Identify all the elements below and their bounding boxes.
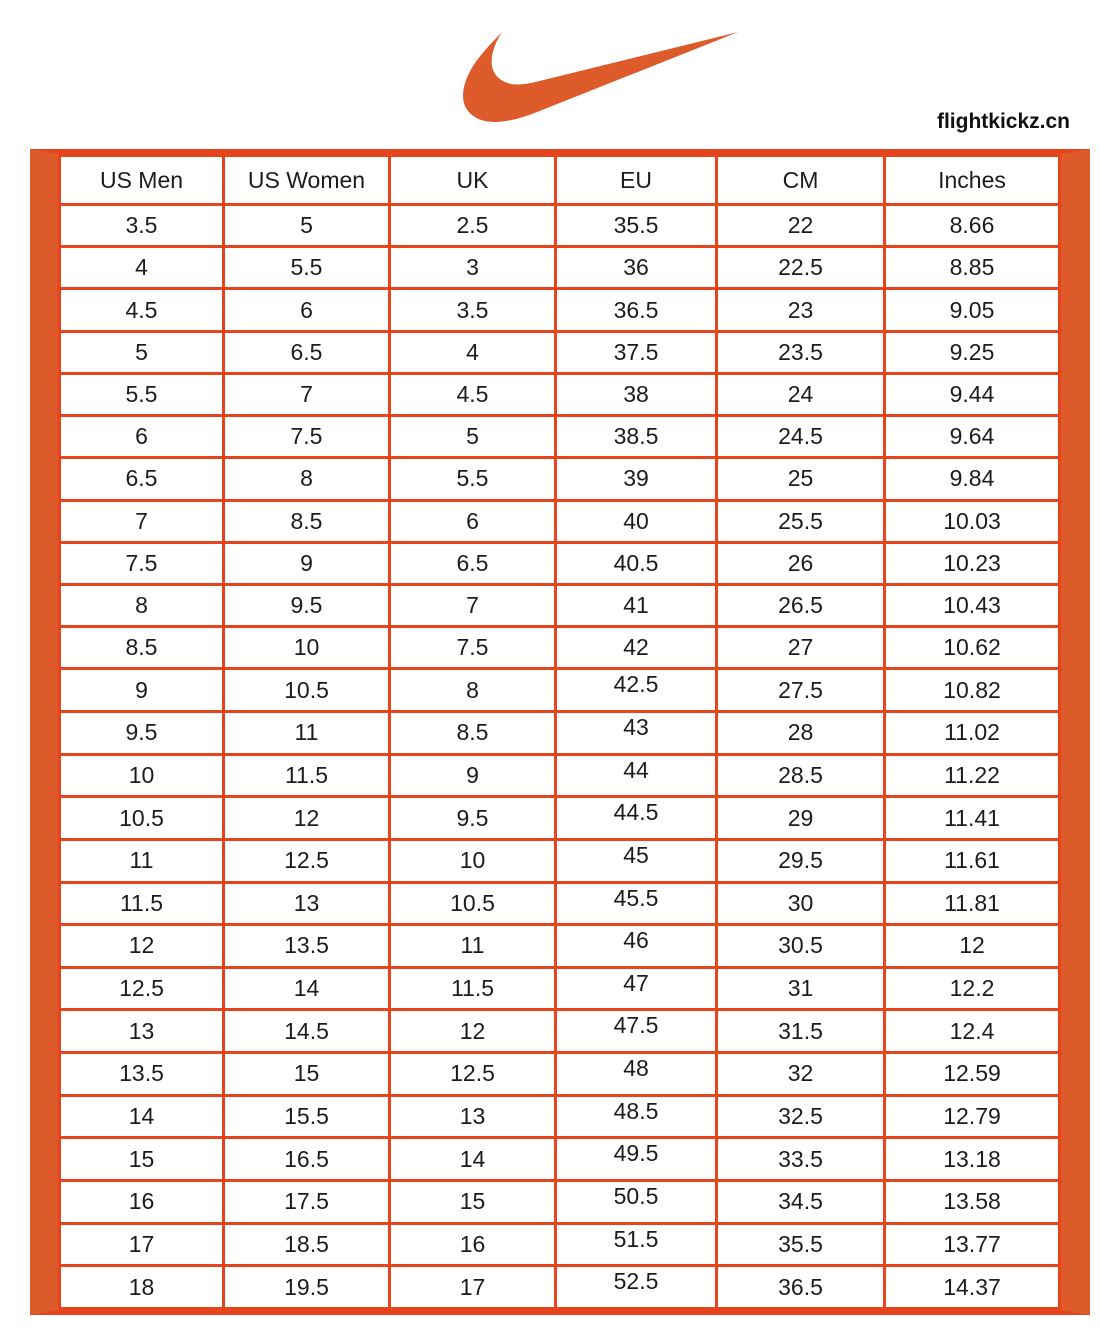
- size-cell: 12: [390, 1010, 556, 1053]
- size-cell: 38: [556, 373, 717, 415]
- size-cell: 12.79: [885, 1095, 1060, 1138]
- size-cell: 10.43: [885, 584, 1060, 626]
- table-row: [60, 712, 1060, 755]
- size-cell: 5: [224, 205, 390, 247]
- size-cell: 7: [390, 584, 556, 626]
- table-row: [60, 584, 1060, 626]
- table-row: [60, 289, 1060, 331]
- size-cell: 46: [556, 925, 717, 968]
- table-row: [60, 331, 1060, 373]
- size-cell: 6.5: [224, 331, 390, 373]
- column-header: CM: [717, 156, 885, 205]
- size-cell: 6: [390, 500, 556, 542]
- size-cell: 8.5: [60, 627, 224, 669]
- size-table-body: [60, 205, 1060, 1309]
- size-cell: 18.5: [224, 1223, 390, 1266]
- size-cell: 7: [224, 373, 390, 415]
- size-cell: 6: [224, 289, 390, 331]
- size-cell: 41: [556, 584, 717, 626]
- nike-logo: [463, 17, 740, 137]
- size-cell: 5: [390, 416, 556, 458]
- size-cell: 39: [556, 458, 717, 500]
- size-cell: 9: [60, 669, 224, 712]
- size-cell: 45: [556, 839, 717, 882]
- size-cell: 14.5: [224, 1010, 390, 1053]
- size-chart-table: [58, 154, 1061, 1310]
- table-row: [60, 797, 1060, 840]
- size-cell: 8.66: [885, 205, 1060, 247]
- size-cell: 38.5: [556, 416, 717, 458]
- table-row: [60, 373, 1060, 415]
- size-cell: 29.5: [717, 839, 885, 882]
- size-cell: 9.44: [885, 373, 1060, 415]
- size-cell: 27.5: [717, 669, 885, 712]
- size-cell: 12.4: [885, 1010, 1060, 1053]
- size-cell: 42.5: [556, 669, 717, 712]
- size-cell: 13.58: [885, 1180, 1060, 1223]
- size-cell: 3: [390, 247, 556, 289]
- header-row: [60, 156, 1060, 205]
- table-row: [60, 1095, 1060, 1138]
- table-row: [60, 500, 1060, 542]
- size-cell: 36: [556, 247, 717, 289]
- size-cell: 13: [224, 882, 390, 925]
- size-cell: 12.2: [885, 967, 1060, 1010]
- size-cell: 8.5: [390, 712, 556, 755]
- size-cell: 15.5: [224, 1095, 390, 1138]
- column-header: US Men: [60, 156, 224, 205]
- size-cell: 7.5: [390, 627, 556, 669]
- size-cell: 50.5: [556, 1180, 717, 1223]
- size-cell: 9.25: [885, 331, 1060, 373]
- table-row: [60, 1223, 1060, 1266]
- size-cell: 23.5: [717, 331, 885, 373]
- size-cell: 9.5: [60, 712, 224, 755]
- size-cell: 10.82: [885, 669, 1060, 712]
- table-row: [60, 967, 1060, 1010]
- size-cell: 10.5: [60, 797, 224, 840]
- site-watermark: flightkickz.cn: [936, 110, 1070, 133]
- size-cell: 12: [885, 925, 1060, 968]
- size-cell: 4: [390, 331, 556, 373]
- table-row: [60, 1138, 1060, 1181]
- size-cell: 10.23: [885, 542, 1060, 584]
- size-cell: 30.5: [717, 925, 885, 968]
- size-cell: 11: [60, 839, 224, 882]
- size-cell: 5.5: [224, 247, 390, 289]
- size-cell: 31.5: [717, 1010, 885, 1053]
- size-cell: 9.64: [885, 416, 1060, 458]
- table-row: [60, 627, 1060, 669]
- table-row: [60, 839, 1060, 882]
- size-cell: 11: [224, 712, 390, 755]
- table-row: [60, 754, 1060, 797]
- size-cell: 42: [556, 627, 717, 669]
- size-cell: 9.05: [885, 289, 1060, 331]
- size-cell: 16: [60, 1180, 224, 1223]
- column-header: US Women: [224, 156, 390, 205]
- size-cell: 25.5: [717, 500, 885, 542]
- size-cell: 12: [60, 925, 224, 968]
- size-cell: 10: [390, 839, 556, 882]
- size-cell: 13: [390, 1095, 556, 1138]
- size-cell: 28: [717, 712, 885, 755]
- size-cell: 5.5: [390, 458, 556, 500]
- size-cell: 27: [717, 627, 885, 669]
- size-cell: 11.5: [60, 882, 224, 925]
- size-cell: 17: [390, 1266, 556, 1309]
- size-cell: 13.5: [224, 925, 390, 968]
- size-cell: 12.5: [390, 1053, 556, 1096]
- size-cell: 15: [60, 1138, 224, 1181]
- size-cell: 12.5: [224, 839, 390, 882]
- size-cell: 12.59: [885, 1053, 1060, 1096]
- size-cell: 14: [60, 1095, 224, 1138]
- size-cell: 9.5: [390, 797, 556, 840]
- size-cell: 10: [60, 754, 224, 797]
- size-cell: 4: [60, 247, 224, 289]
- size-cell: 5: [60, 331, 224, 373]
- table-row: [60, 458, 1060, 500]
- nike-swoosh-icon: [463, 17, 740, 137]
- size-cell: 2.5: [390, 205, 556, 247]
- size-cell: 10.5: [224, 669, 390, 712]
- size-cell: 9.5: [224, 584, 390, 626]
- size-cell: 4.5: [390, 373, 556, 415]
- table-row: [60, 1266, 1060, 1309]
- size-cell: 37.5: [556, 331, 717, 373]
- size-cell: 52.5: [556, 1266, 717, 1309]
- size-cell: 13.5: [60, 1053, 224, 1096]
- size-cell: 40: [556, 500, 717, 542]
- table-row: [60, 925, 1060, 968]
- table-row: [60, 416, 1060, 458]
- table-row: [60, 247, 1060, 289]
- size-cell: 22.5: [717, 247, 885, 289]
- size-cell: 45.5: [556, 882, 717, 925]
- size-cell: 14.37: [885, 1266, 1060, 1309]
- size-cell: 14: [224, 967, 390, 1010]
- size-cell: 11.5: [224, 754, 390, 797]
- size-cell: 11.81: [885, 882, 1060, 925]
- size-cell: 44: [556, 754, 717, 797]
- size-cell: 26.5: [717, 584, 885, 626]
- size-cell: 8.85: [885, 247, 1060, 289]
- size-cell: 35.5: [556, 205, 717, 247]
- size-cell: 48.5: [556, 1095, 717, 1138]
- size-cell: 13.18: [885, 1138, 1060, 1181]
- size-cell: 32: [717, 1053, 885, 1096]
- size-cell: 11.41: [885, 797, 1060, 840]
- size-cell: 10: [224, 627, 390, 669]
- size-cell: 10.5: [390, 882, 556, 925]
- size-cell: 40.5: [556, 542, 717, 584]
- size-cell: 10.62: [885, 627, 1060, 669]
- size-cell: 17.5: [224, 1180, 390, 1223]
- size-cell: 6.5: [390, 542, 556, 584]
- size-cell: 8.5: [224, 500, 390, 542]
- table-row: [60, 1010, 1060, 1053]
- size-cell: 9.84: [885, 458, 1060, 500]
- size-cell: 30: [717, 882, 885, 925]
- size-cell: 17: [60, 1223, 224, 1266]
- size-cell: 22: [717, 205, 885, 247]
- size-cell: 16: [390, 1223, 556, 1266]
- column-header: Inches: [885, 156, 1060, 205]
- size-cell: 9: [390, 754, 556, 797]
- size-cell: 11.22: [885, 754, 1060, 797]
- size-cell: 51.5: [556, 1223, 717, 1266]
- size-cell: 10.03: [885, 500, 1060, 542]
- size-cell: 18: [60, 1266, 224, 1309]
- size-cell: 47.5: [556, 1010, 717, 1053]
- size-cell: 6.5: [60, 458, 224, 500]
- size-cell: 11.5: [390, 967, 556, 1010]
- size-cell: 15: [390, 1180, 556, 1223]
- size-cell: 49.5: [556, 1138, 717, 1181]
- table-row: [60, 205, 1060, 247]
- size-cell: 15: [224, 1053, 390, 1096]
- size-cell: 13: [60, 1010, 224, 1053]
- size-cell: 29: [717, 797, 885, 840]
- size-cell: 7.5: [60, 542, 224, 584]
- size-cell: 4.5: [60, 289, 224, 331]
- size-cell: 16.5: [224, 1138, 390, 1181]
- size-cell: 7.5: [224, 416, 390, 458]
- size-cell: 24.5: [717, 416, 885, 458]
- size-cell: 3.5: [60, 205, 224, 247]
- size-cell: 7: [60, 500, 224, 542]
- size-cell: 5.5: [60, 373, 224, 415]
- table-row: [60, 669, 1060, 712]
- size-cell: 47: [556, 967, 717, 1010]
- size-cell: 24: [717, 373, 885, 415]
- size-cell: 8: [224, 458, 390, 500]
- size-cell: 8: [390, 669, 556, 712]
- size-chart-frame: [30, 149, 1090, 1315]
- size-cell: 34.5: [717, 1180, 885, 1223]
- size-cell: 11: [390, 925, 556, 968]
- size-cell: 44.5: [556, 797, 717, 840]
- size-cell: 36.5: [717, 1266, 885, 1309]
- column-header: EU: [556, 156, 717, 205]
- size-cell: 35.5: [717, 1223, 885, 1266]
- table-row: [60, 1180, 1060, 1223]
- size-cell: 43: [556, 712, 717, 755]
- size-cell: 32.5: [717, 1095, 885, 1138]
- size-cell: 19.5: [224, 1266, 390, 1309]
- table-row: [60, 882, 1060, 925]
- size-cell: 26: [717, 542, 885, 584]
- size-cell: 25: [717, 458, 885, 500]
- size-cell: 3.5: [390, 289, 556, 331]
- size-cell: 14: [390, 1138, 556, 1181]
- size-cell: 23: [717, 289, 885, 331]
- size-cell: 48: [556, 1053, 717, 1096]
- size-cell: 13.77: [885, 1223, 1060, 1266]
- size-cell: 12.5: [60, 967, 224, 1010]
- size-cell: 28.5: [717, 754, 885, 797]
- size-cell: 31: [717, 967, 885, 1010]
- column-header: UK: [390, 156, 556, 205]
- table-row: [60, 1053, 1060, 1096]
- size-cell: 9: [224, 542, 390, 584]
- size-cell: 6: [60, 416, 224, 458]
- size-cell: 12: [224, 797, 390, 840]
- size-cell: 36.5: [556, 289, 717, 331]
- size-cell: 8: [60, 584, 224, 626]
- table-row: [60, 542, 1060, 584]
- size-cell: 11.61: [885, 839, 1060, 882]
- size-cell: 11.02: [885, 712, 1060, 755]
- size-cell: 33.5: [717, 1138, 885, 1181]
